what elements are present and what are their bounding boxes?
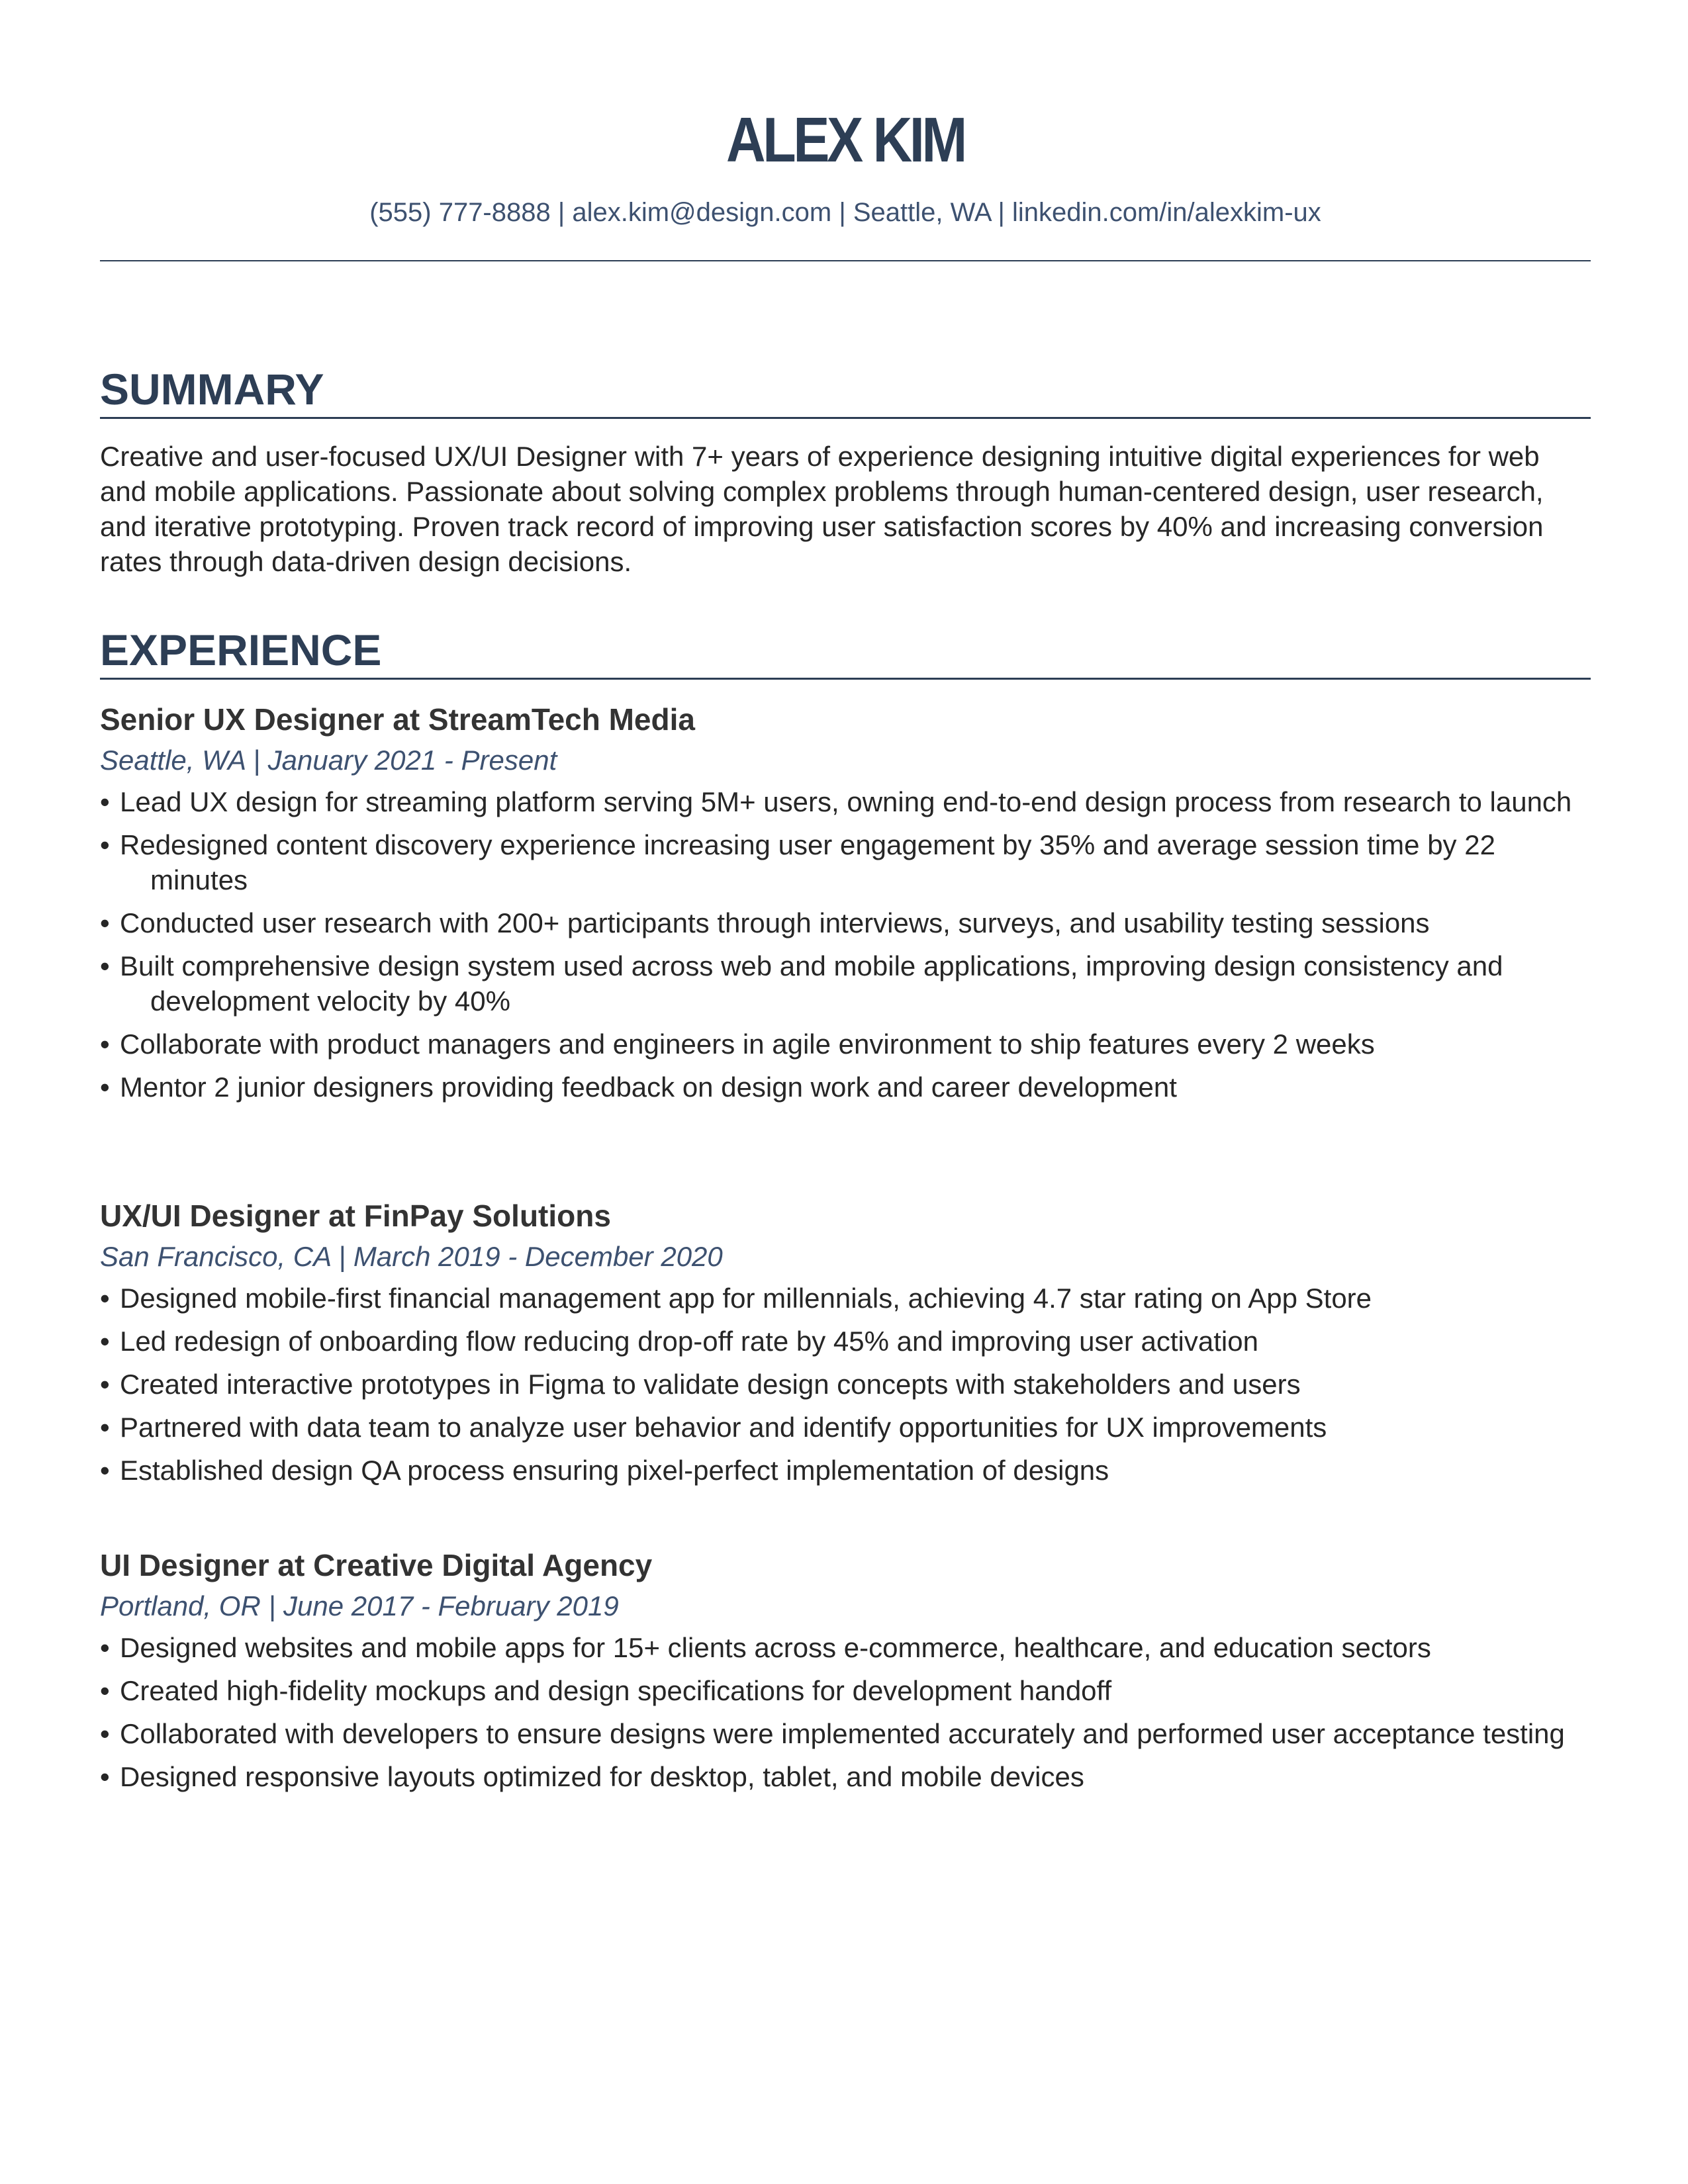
header-divider xyxy=(100,260,1591,261)
experience-heading: EXPERIENCE xyxy=(100,623,1591,680)
job-entry-creative-digital xyxy=(100,1545,1591,1802)
job-title: UI Designer at Creative Digital Agency xyxy=(100,1548,653,1582)
job-bullet: • Designed websites and mobile apps for 15+ clients across e-commerce, healthcare, and education sectors xyxy=(100,1632,1431,1663)
job-bullet: • Designed responsive layouts optimized for desktop, tablet, and mobile devices xyxy=(100,1761,1084,1792)
job-bullet: • Created interactive prototypes in Figma to validate design concepts with stakeholders and users xyxy=(100,1369,1301,1400)
job-meta: San Francisco, CA | March 2019 - December 2020 xyxy=(100,1241,723,1272)
contact-line: (555) 777-8888 | alex.kim@design.com | Seattle, WA | linkedin.com/in/alexkim-ux xyxy=(369,198,1321,227)
job-bullet: • Designed mobile-first financial management app for millennials, achieving 4.7 star rating on App Store xyxy=(100,1283,1372,1314)
job-bullets xyxy=(100,1281,1591,1488)
job-title: UX/UI Designer at FinPay Solutions xyxy=(100,1199,611,1233)
candidate-name: ALEX KIM xyxy=(726,105,965,175)
job-bullet: • Collaborated with developers to ensure designs were implemented accurately and performed user acceptance testing xyxy=(100,1718,1565,1749)
job-entry-streamtech xyxy=(100,700,1591,1113)
job-bullet: • Led redesign of onboarding flow reducing drop-off rate by 45% and improving user activation xyxy=(100,1326,1258,1357)
job-bullets xyxy=(100,784,1591,1105)
job-bullet: • Mentor 2 junior designers providing feedback on design work and career development xyxy=(100,1071,1177,1103)
job-bullet: • Established design QA process ensuring pixel-perfect implementation of designs xyxy=(100,1455,1109,1486)
job-bullets xyxy=(100,1630,1591,1794)
job-bullet: • Built comprehensive design system used across web and mobile applications, improving design consistency and development velocity by 40% xyxy=(100,950,1503,1017)
job-entry-finpay xyxy=(100,1196,1591,1496)
job-bullet: • Redesigned content discovery experience increasing user engagement by 35% and average session time by 22 minutes xyxy=(100,829,1495,895)
job-bullet: • Collaborate with product managers and engineers in agile environment to ship features every 2 weeks xyxy=(100,1028,1375,1060)
job-meta: Seattle, WA | January 2021 - Present xyxy=(100,745,557,776)
job-meta: Portland, OR | June 2017 - February 2019 xyxy=(100,1590,619,1621)
summary-text: Creative and user-focused UX/UI Designer with 7+ years of experience designing intuitive digital experiences for web and mobile applications. Passionate about solving complex problems through human-centered design, user research, and iterative prototyping. Proven track record of improving user satisfaction scores by 40% and increasing conversion rates through data-driven design decisions. xyxy=(100,441,1544,577)
summary-heading: SUMMARY xyxy=(100,363,1591,419)
job-bullet: • Conducted user research with 200+ participants through interviews, surveys, and usability testing sessions xyxy=(100,907,1430,938)
job-title: Senior UX Designer at StreamTech Media xyxy=(100,702,695,737)
job-bullet: • Partnered with data team to analyze user behavior and identify opportunities for UX improvements xyxy=(100,1412,1327,1443)
job-bullet: • Created high-fidelity mockups and design specifications for development handoff xyxy=(100,1675,1112,1706)
job-bullet: • Lead UX design for streaming platform serving 5M+ users, owning end-to-end design process from research to launch xyxy=(100,786,1572,817)
